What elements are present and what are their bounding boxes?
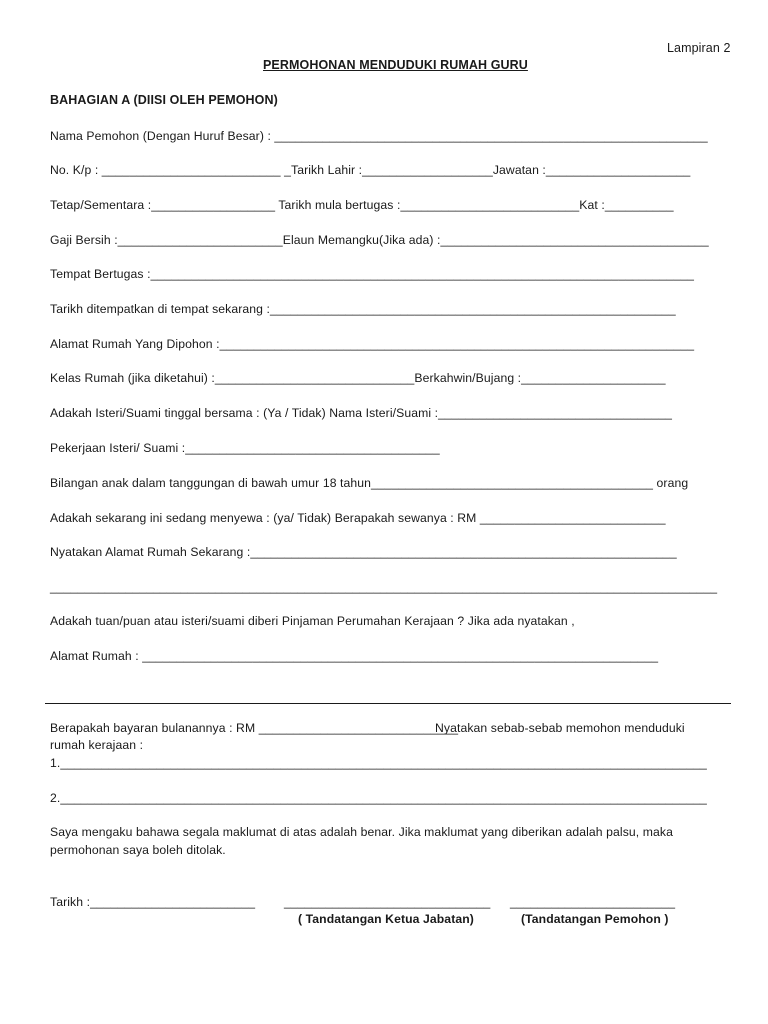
signature-line-applicant[interactable]: ________________________: [510, 895, 676, 909]
reason-prompt: Nyatakan sebab-sebab memohon menduduki: [435, 721, 685, 735]
field-status-start-category[interactable]: Tetap/Sementara :__________________ Tarikh mula bertugas :__________________________Kat :__________: [50, 198, 674, 212]
question-housing-loan: Adakah tuan/puan atau isteri/suami diberi Pinjaman Perumahan Kerajaan ? Jika ada nyatakan ,: [50, 614, 575, 628]
field-loan-house-address[interactable]: Alamat Rumah : ___________________________________________________________________________: [50, 649, 659, 663]
field-reason-2[interactable]: 2.______________________________________________________________________________________________: [50, 791, 707, 805]
field-date[interactable]: Tarikh :________________________: [50, 895, 256, 909]
field-workplace[interactable]: Tempat Bertugas :_______________________________________________________________________________: [50, 267, 694, 281]
field-renting-amount[interactable]: Adakah sekarang ini sedang menyewa : (ya/ Tidak) Berapakah sewanya : RM ___________________________: [50, 511, 666, 525]
field-reason-1[interactable]: 1.______________________________________________________________________________________________: [50, 756, 707, 770]
form-title: PERMOHONAN MENDUDUKI RUMAH GURU: [263, 58, 528, 72]
reason-prompt-cont: rumah kerajaan :: [50, 738, 144, 752]
field-house-address-applied[interactable]: Alamat Rumah Yang Dipohon :_____________________________________________________________________: [50, 337, 695, 351]
declaration-line-1: Saya mengaku bahawa segala maklumat di atas adalah benar. Jika maklumat yang diberikan adalah palsu, maka: [50, 825, 673, 839]
field-ic-birthdate-position[interactable]: No. K/p : __________________________ _Tarikh Lahir :___________________Jawatan :_____________________: [50, 163, 691, 177]
field-spouse-living-name[interactable]: Adakah Isteri/Suami tinggal bersama : (Ya / Tidak) Nama Isteri/Suami :__________________________________: [50, 406, 672, 420]
field-children-count[interactable]: Bilangan anak dalam tanggungan di bawah umur 18 tahun_________________________________________ orang: [50, 476, 689, 490]
field-spouse-occupation[interactable]: Pekerjaan Isteri/ Suami :_____________________________________: [50, 441, 440, 455]
field-house-class-marital[interactable]: Kelas Rumah (jika diketahui) :_____________________________Berkahwin/Bujang :_____________________: [50, 371, 666, 385]
signature-line-head[interactable]: ______________________________: [284, 895, 491, 909]
signature-label-applicant: (Tandatangan Pemohon ): [521, 912, 669, 926]
field-monthly-payment[interactable]: Berapakah bayaran bulanannya : RM _____________________________: [50, 721, 459, 735]
section-heading: BAHAGIAN A (DIISI OLEH PEMOHON): [50, 93, 278, 107]
field-posting-date[interactable]: Tarikh ditempatkan di tempat sekarang :___________________________________________________________: [50, 302, 676, 316]
field-current-address[interactable]: Nyatakan Alamat Rumah Sekarang :______________________________________________________________: [50, 545, 677, 559]
section-divider: [45, 703, 731, 704]
attachment-label: Lampiran 2: [667, 41, 731, 55]
field-current-address-line2[interactable]: _________________________________________________________________________________________________: [50, 580, 718, 594]
field-applicant-name[interactable]: Nama Pemohon (Dengan Huruf Besar) : _______________________________________________________________: [50, 129, 708, 143]
declaration-line-2: permohonan saya boleh ditolak.: [50, 843, 226, 857]
field-salary-allowance[interactable]: Gaji Bersih :________________________Elaun Memangku(Jika ada) :_______________________________________: [50, 233, 709, 247]
signature-label-head: ( Tandatangan Ketua Jabatan): [298, 912, 474, 926]
